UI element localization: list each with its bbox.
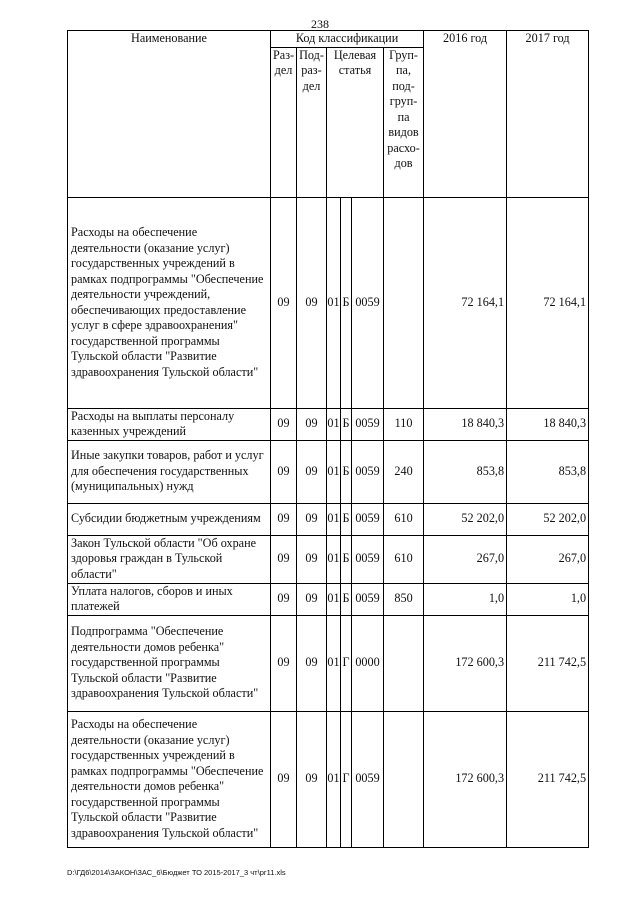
row-podrazdel: 09 (297, 535, 327, 583)
row-target-direction: 0059 (352, 503, 384, 535)
row-target-direction: 0000 (352, 615, 384, 711)
row-amount-2017: 267,0 (507, 535, 589, 583)
row-razdel: 09 (271, 440, 297, 503)
row-amount-2017: 211 742,5 (507, 711, 589, 847)
row-name: Уплата налогов, сборов и иных платежей (68, 583, 271, 615)
row-expense-group: 850 (384, 583, 424, 615)
row-razdel: 09 (271, 711, 297, 847)
row-target-program: 01 (327, 583, 341, 615)
row-amount-2016: 172 600,3 (424, 615, 507, 711)
row-amount-2017: 211 742,5 (507, 615, 589, 711)
row-razdel: 09 (271, 535, 297, 583)
header-razdel: Раз- дел (271, 47, 297, 197)
row-podrazdel: 09 (297, 583, 327, 615)
row-amount-2017: 1,0 (507, 583, 589, 615)
row-target-program: 01 (327, 503, 341, 535)
row-name: Субсидии бюджетным учреждениям (68, 503, 271, 535)
row-amount-2016: 52 202,0 (424, 503, 507, 535)
row-amount-2017: 18 840,3 (507, 408, 589, 440)
row-name: Расходы на выплаты персоналу казенных учреждений (68, 408, 271, 440)
row-amount-2016: 72 164,1 (424, 197, 507, 408)
row-target-program: 01 (327, 615, 341, 711)
table-row (68, 583, 589, 615)
row-target-program: 01 (327, 535, 341, 583)
table-row (68, 615, 589, 711)
table-row (68, 535, 589, 583)
row-target-direction: 0059 (352, 583, 384, 615)
row-name: Закон Тульской области "Об охране здоровья граждан в Тульской области" (68, 535, 271, 583)
header-2016: 2016 год (424, 31, 507, 198)
row-target-program: 01 (327, 408, 341, 440)
row-name: Подпрограмма "Обеспечение деятельности домов ребенка" государственной программы Тульской области "Развитие здравоохранения Тульской области" (68, 615, 271, 711)
row-expense-group: 240 (384, 440, 424, 503)
row-podrazdel: 09 (297, 503, 327, 535)
row-target-subprogram: Б (341, 440, 352, 503)
row-podrazdel: 09 (297, 197, 327, 408)
row-amount-2016: 18 840,3 (424, 408, 507, 440)
row-podrazdel: 09 (297, 440, 327, 503)
row-razdel: 09 (271, 583, 297, 615)
table-row (68, 711, 589, 847)
header-group: Груп- па, под- груп- па видов расхо- дов (384, 47, 424, 197)
budget-table (67, 30, 589, 848)
row-target-program: 01 (327, 197, 341, 408)
row-target-subprogram: Г (341, 615, 352, 711)
header-code-group: Код классификации (271, 31, 424, 48)
table-row (68, 440, 589, 503)
row-podrazdel: 09 (297, 711, 327, 847)
row-amount-2016: 172 600,3 (424, 711, 507, 847)
row-expense-group (384, 711, 424, 847)
row-target-direction: 0059 (352, 408, 384, 440)
row-target-subprogram: Б (341, 408, 352, 440)
row-amount-2016: 1,0 (424, 583, 507, 615)
row-expense-group: 610 (384, 535, 424, 583)
row-amount-2017: 853,8 (507, 440, 589, 503)
row-expense-group (384, 197, 424, 408)
header-name: Наименование (68, 31, 271, 198)
row-target-subprogram: Б (341, 583, 352, 615)
row-razdel: 09 (271, 197, 297, 408)
row-amount-2016: 267,0 (424, 535, 507, 583)
row-razdel: 09 (271, 615, 297, 711)
row-expense-group: 110 (384, 408, 424, 440)
row-razdel: 09 (271, 503, 297, 535)
row-amount-2017: 52 202,0 (507, 503, 589, 535)
row-target-program: 01 (327, 440, 341, 503)
row-name: Иные закупки товаров, работ и услуг для обеспечения государственных (муниципальных) нужд (68, 440, 271, 503)
row-expense-group: 610 (384, 503, 424, 535)
row-target-subprogram: Г (341, 711, 352, 847)
file-path-footer: D:\ГД6\2014\ЗАКОН\ЗАС_6\Бюджет ТО 2015-2017_3 чт\рг11.xls (67, 868, 286, 877)
row-target-direction: 0059 (352, 535, 384, 583)
row-target-program: 01 (327, 711, 341, 847)
row-target-direction: 0059 (352, 197, 384, 408)
row-amount-2017: 72 164,1 (507, 197, 589, 408)
row-amount-2016: 853,8 (424, 440, 507, 503)
page-number: 238 (311, 17, 329, 31)
table-row (68, 197, 589, 408)
header-target: Целевая статья (327, 47, 384, 197)
row-podrazdel: 09 (297, 408, 327, 440)
row-razdel: 09 (271, 408, 297, 440)
row-target-subprogram: Б (341, 535, 352, 583)
row-target-subprogram: Б (341, 503, 352, 535)
row-name: Расходы на обеспечение деятельности (оказание услуг) государственных учреждений в рамках подпрограммы "Обеспечение деятельности домов ребенка" государственной программы Тульской области "Развитие здравоохранения Тульской области" (68, 711, 271, 847)
row-target-direction: 0059 (352, 711, 384, 847)
header-2017: 2017 год (507, 31, 589, 198)
row-target-subprogram: Б (341, 197, 352, 408)
header-podrazdel: Под- раз- дел (297, 47, 327, 197)
table-row (68, 503, 589, 535)
row-target-direction: 0059 (352, 440, 384, 503)
row-expense-group (384, 615, 424, 711)
table-row (68, 408, 589, 440)
row-podrazdel: 09 (297, 615, 327, 711)
row-name: Расходы на обеспечение деятельности (оказание услуг) государственных учреждений в рамках подпрограммы "Обеспечение деятельности учреждений, обеспечивающих предоставление услуг в сфере здравоохранения" государственной программы Тульской области "Развитие здравоохранения Тульской области" (68, 197, 271, 408)
